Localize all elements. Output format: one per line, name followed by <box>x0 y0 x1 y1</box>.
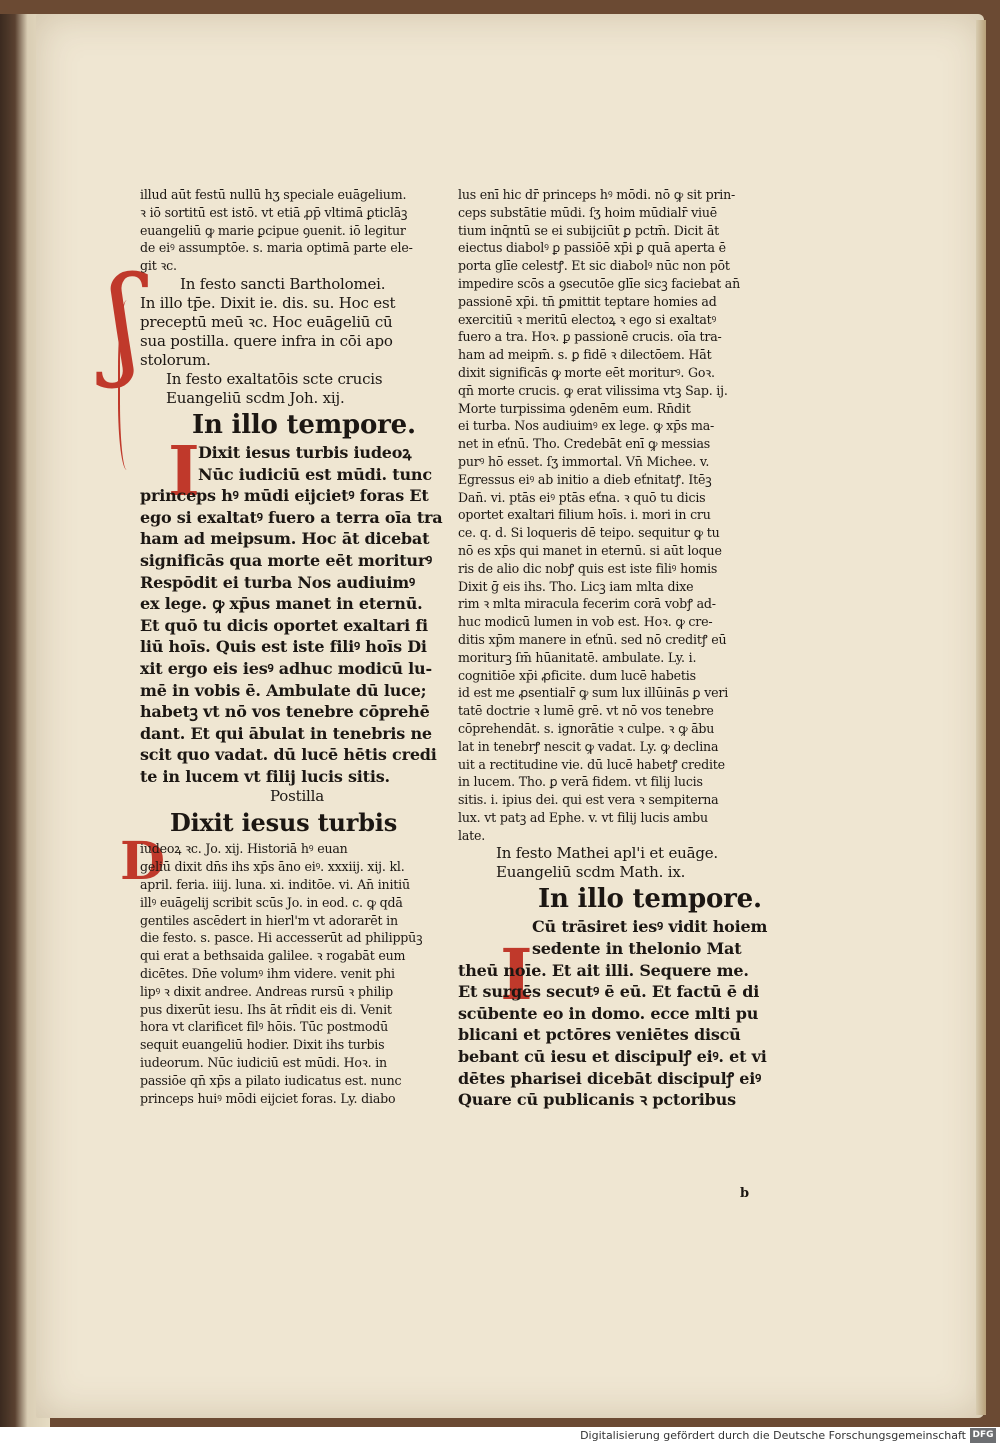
text-line: Dixit ḡ eis ihs. Tho. Licꝫ iam mlta dixe <box>458 578 694 594</box>
text-line: illꝰ euāgelij scribit scūs Jo. in eod. c. ꝙ qdā <box>140 894 403 910</box>
text-line: princeps hꝰ mūdi eijcietꝰ foras Et <box>140 486 429 506</box>
text-line: ditis xp̄m manere in eťnū. sed nō creditꝭ eū <box>458 631 727 647</box>
text-line: bebant cū iesu et discipulꝭ eiꝰ. et vi <box>458 1047 767 1067</box>
text-line: te in lucem vt filij lucis sitis. <box>140 766 390 786</box>
text-line: preceptū meū ꝛc. Hoc euāgeliū cū <box>140 312 393 331</box>
text-line: ego si exaltatꝰ fuero a terra oīa tra <box>140 507 443 527</box>
text-line: ei turba. Nos audiuimꝰ ex lege. ꝙ xp̄s ma- <box>458 418 715 434</box>
left-block-4 <box>140 840 454 1107</box>
incipit-in-illo-tempore-right: In illo tempore. <box>538 884 762 915</box>
text-line: ce. q. d. Si loqueris dē teipo. sequitur ꝙ tu <box>458 525 720 541</box>
text-line: ham ad meipsum. Hoc āt dicebat <box>140 529 430 549</box>
text-line: ex lege. ꝙ xp̄us manet in eternū. <box>140 594 423 614</box>
text-line: id est me ꝓsentialr̄ ꝙ sum lux illūinās ꝑ veri <box>458 685 729 701</box>
text-line: significās qua morte eēt moriturꝰ <box>140 550 432 570</box>
rubric-initial-I-flourish: ʃ <box>108 252 141 391</box>
text-line: in lucem. Tho. ꝑ verā fidem. vt filij lucis <box>458 774 703 790</box>
text-line: uit a rectitudine vie. dū lucē habetꝭ credite <box>458 756 725 772</box>
text-line: ris de alio dic nobꝭ quis est iste filiꝰ homis <box>458 560 718 576</box>
text-line: geliū dixit dn̄s ihs xp̄s āno eiꝰ. xxxiij. xij. kl. <box>140 859 405 875</box>
text-line: liū hoīs. Quis est iste filiꝰ hoīs Di <box>140 637 427 657</box>
postilla-label: Postilla <box>270 787 324 806</box>
text-line: lus enī hic dr̄ princeps hꝰ mōdi. nō ꝙ sit prin- <box>458 187 736 202</box>
text-line: dētes pharisei dicebāt discipulꝭ eiꝰ <box>458 1068 762 1088</box>
text-line: ꝛ iō sortitū est istō. vt etiā ꝓp̄ vltimā ꝑticlāꝫ <box>140 204 408 220</box>
text-line: die festo. s. pasce. Hi accesserūt ad philippūꝫ <box>140 930 423 946</box>
text-line: cognitiōe xp̄i ꝓficite. dum lucē habetis <box>458 667 696 683</box>
text-line: tatē doctrie ꝛ lumē grē. vt nō vos tenebre <box>458 703 714 719</box>
text-line: sequit euangeliū hodier. Dixit ihs turbis <box>140 1037 385 1053</box>
left-column <box>140 186 454 1107</box>
text-line: passionē xp̄i. tn̄ ꝑmittit teptare homies ad <box>458 293 717 309</box>
text-line: Morte turpissima ꝯdenēm eum. Rn̄dit <box>458 400 691 416</box>
text-line: Cū trāsiret iesꝰ vidit hoiem <box>532 917 768 937</box>
text-line: theū noīe. Et ait illi. Sequere me. <box>458 960 749 980</box>
left-block-3 <box>140 442 454 788</box>
dfg-credit-text: Digitalisierung gefördert durch die Deutsche Forschungsgemeinschaft <box>580 1429 966 1442</box>
text-line: Respōdit ei turba Nos audiuimꝰ <box>140 572 415 592</box>
heading-matthew <box>458 844 778 882</box>
text-line: Quare cū publicanis ꝛ pctoribus <box>458 1090 736 1110</box>
text-line: hora vt clarificet filꝰ hōis. Tūc postmodū <box>140 1019 389 1035</box>
text-line: ceps substātie mūdi. ſʒ hoim mūdialr̄ viuē <box>458 204 718 220</box>
text-line: de eiꝰ assumptōe. s. maria optimā parte ele- <box>140 240 413 256</box>
text-line: moriturꝫ ſm̄ hūanitatē. ambulate. Ly. i. <box>458 649 697 665</box>
text-line: illud aūt festū nullū hʒ speciale euāgelium. <box>140 187 407 202</box>
text-line: habetꝫ vt nō vos tenebre cōprehē <box>140 702 430 722</box>
text-line: Euangeliū scdm Joh. xij. <box>166 388 345 407</box>
left-block-2 <box>140 294 454 370</box>
text-line: princeps huiꝰ mōdi eijciet foras. Ly. diabo <box>140 1090 396 1106</box>
text-line: porta glīe celestꝭ. Et sic diabolꝰ nūc non pōt <box>458 258 730 274</box>
text-line: tium inq̄ntū se ei subijciūt ꝑ pctm̄. Dicit āt <box>458 222 720 238</box>
text-line: rim ꝛ mlta miracula fecerim corā vobꝭ ad- <box>458 596 716 612</box>
text-line: gentiles ascēdert in hierl'm vt adorarēt in <box>140 912 398 928</box>
text-line: Dan̄. vi. ptās eiꝰ ptās eťna. ꝛ quō tu dicis <box>458 489 706 505</box>
rubric-initial-I: I <box>168 432 200 512</box>
signature-mark: b <box>740 1186 750 1201</box>
text-line: eiectus diabolꝰ ꝑ passiōē xp̄i ꝑ quā aperta ē <box>458 240 726 256</box>
text-line: fuero a tra. Hoꝛ. ꝑ passionē crucis. oīa tra- <box>458 329 722 345</box>
text-line: xit ergo eis iesꝰ adhuc modicū lu- <box>140 658 432 678</box>
text-line: impedire scōs a ꝯsecutōe glīe sicꝫ faciebat an̄ <box>458 275 741 291</box>
dfg-logo-icon: DFG <box>970 1428 996 1443</box>
text-line: sua postilla. quere infra in cōi apo <box>140 331 393 350</box>
page-fore-edge <box>976 20 986 1415</box>
text-line: scūbente eo in domo. ecce mlti pu <box>458 1003 759 1023</box>
footer-bar <box>0 1427 1000 1445</box>
rubric-initial-I-right: I <box>500 933 533 1016</box>
text-line: sitis. i. ipius dei. qui est vera ꝛ sempiterna <box>458 792 719 808</box>
text-line: dicētes. Dn̄e volumꝰ ihm videre. venit phi <box>140 966 395 982</box>
text-line: oportet exaltari filium hoīs. i. mori in cru <box>458 507 711 523</box>
text-line: euangeliū ꝙ marie ꝑcipue ꝯuenit. iō legitur <box>140 222 406 238</box>
text-line: lipꝰ ꝛ dixit andree. Andreas rursū ꝛ philip <box>140 983 393 999</box>
text-line: april. feria. iiij. luna. xi. inditōe. vi. An̄ initiū <box>140 877 410 893</box>
text-line: passiōe qn̄ xp̄s a pilato iudicatus est. nunc <box>140 1072 402 1088</box>
text-line: late. <box>458 827 486 843</box>
text-line: dant. Et qui ābulat in tenebris ne <box>140 723 432 743</box>
text-line: sedente in thelonio Mat <box>532 939 742 959</box>
text-line: stolorum. <box>140 350 211 369</box>
text-line: mē in vobis ē. Ambulate dū luce; <box>140 680 427 700</box>
text-line: pus dixerūt iesu. Ihs āt rn̄dit eis di. Venit <box>140 1001 392 1017</box>
text-line: lat in tenebrꝭ nescit ꝙ vadat. Ly. ꝙ declina <box>458 738 719 754</box>
text-line: Et surgēs secutꝰ ē eū. Et factū ē di <box>458 982 760 1002</box>
text-line: qui erat a bethsaida galilee. ꝛ rogabāt eum <box>140 948 406 964</box>
right-block-2 <box>458 916 778 1110</box>
heading-exaltation <box>140 370 454 408</box>
text-line: Nūc iudiciū est mūdi. tunc <box>198 464 432 484</box>
text-line: Dixit iesus turbis iudeoꝝ <box>198 442 412 462</box>
text-line: cōprehendāt. s. ignorātie ꝛ culpe. ꝛ ꝙ ābu <box>458 720 715 736</box>
text-line: lux. vt patꝫ ad Ephe. v. vt filij lucis ambu <box>458 809 708 825</box>
text-line: huc modicū lumen in vob est. Hoꝛ. ꝙ cre- <box>458 614 713 630</box>
text-line: nō es xp̄s qui manet in eternū. si aūt loque <box>458 542 722 558</box>
text-line: exercitiū ꝛ meritū electoꝝ ꝛ ego si exaltatꝰ <box>458 311 717 327</box>
text-line: scit quo vadat. dū lucē hētis credi <box>140 745 437 765</box>
text-line: purꝰ hō esset. ſʒ immortal. Vn̄ Michee. v. <box>458 453 710 469</box>
text-line: Et quō tu dicis oportet exaltari fi <box>140 615 428 635</box>
text-line: blicani et pctōres veniētes discū <box>458 1025 741 1045</box>
text-line: Euangeliū scdm Math. ix. <box>496 863 686 882</box>
text-line: net in eťnū. Tho. Credebāt enī ꝙ messias <box>458 436 711 452</box>
text-line: iudeorum. Nūc iudiciū est mūdi. Hoꝛ. in <box>140 1055 387 1071</box>
text-line: In festo exaltatōis scte crucis <box>166 369 383 388</box>
text-line: In illo tp̄e. Dixit ie. dis. su. Hoc est <box>140 293 396 312</box>
text-line: iudeoꝝ ꝛc. Jo. xij. Historiā hꝰ euan <box>140 841 348 857</box>
incipit-in-illo-tempore: In illo tempore. <box>192 409 416 440</box>
text-line: ham ad meipm̄. s. ꝑ fidē ꝛ dilectōem. Hāt <box>458 347 712 363</box>
right-column <box>458 186 778 1111</box>
text-line: In festo Mathei apl'i et euāge. <box>496 844 718 863</box>
left-block-1 <box>140 186 454 275</box>
text-line: Egressus eiꝰ ab initio a dieb eťnitatꝭ. Itēꝫ <box>458 471 712 487</box>
text-line: dixit significās ꝙ morte eēt moriturꝰ. Goꝛ. <box>458 364 715 380</box>
text-line: qn̄ morte crucis. ꝙ erat vilissima vtꝫ Sap. ij. <box>458 382 728 398</box>
rubric-initial-D: D <box>120 831 166 892</box>
rubric-flourish-left <box>118 300 140 470</box>
heading-bartholomew: In festo sancti Bartholomei. <box>180 274 386 293</box>
text-line: git ꝛc. <box>140 258 177 274</box>
right-block-1 <box>458 186 778 844</box>
incipit-dixit-iesus: Dixit iesus turbis <box>170 808 398 838</box>
